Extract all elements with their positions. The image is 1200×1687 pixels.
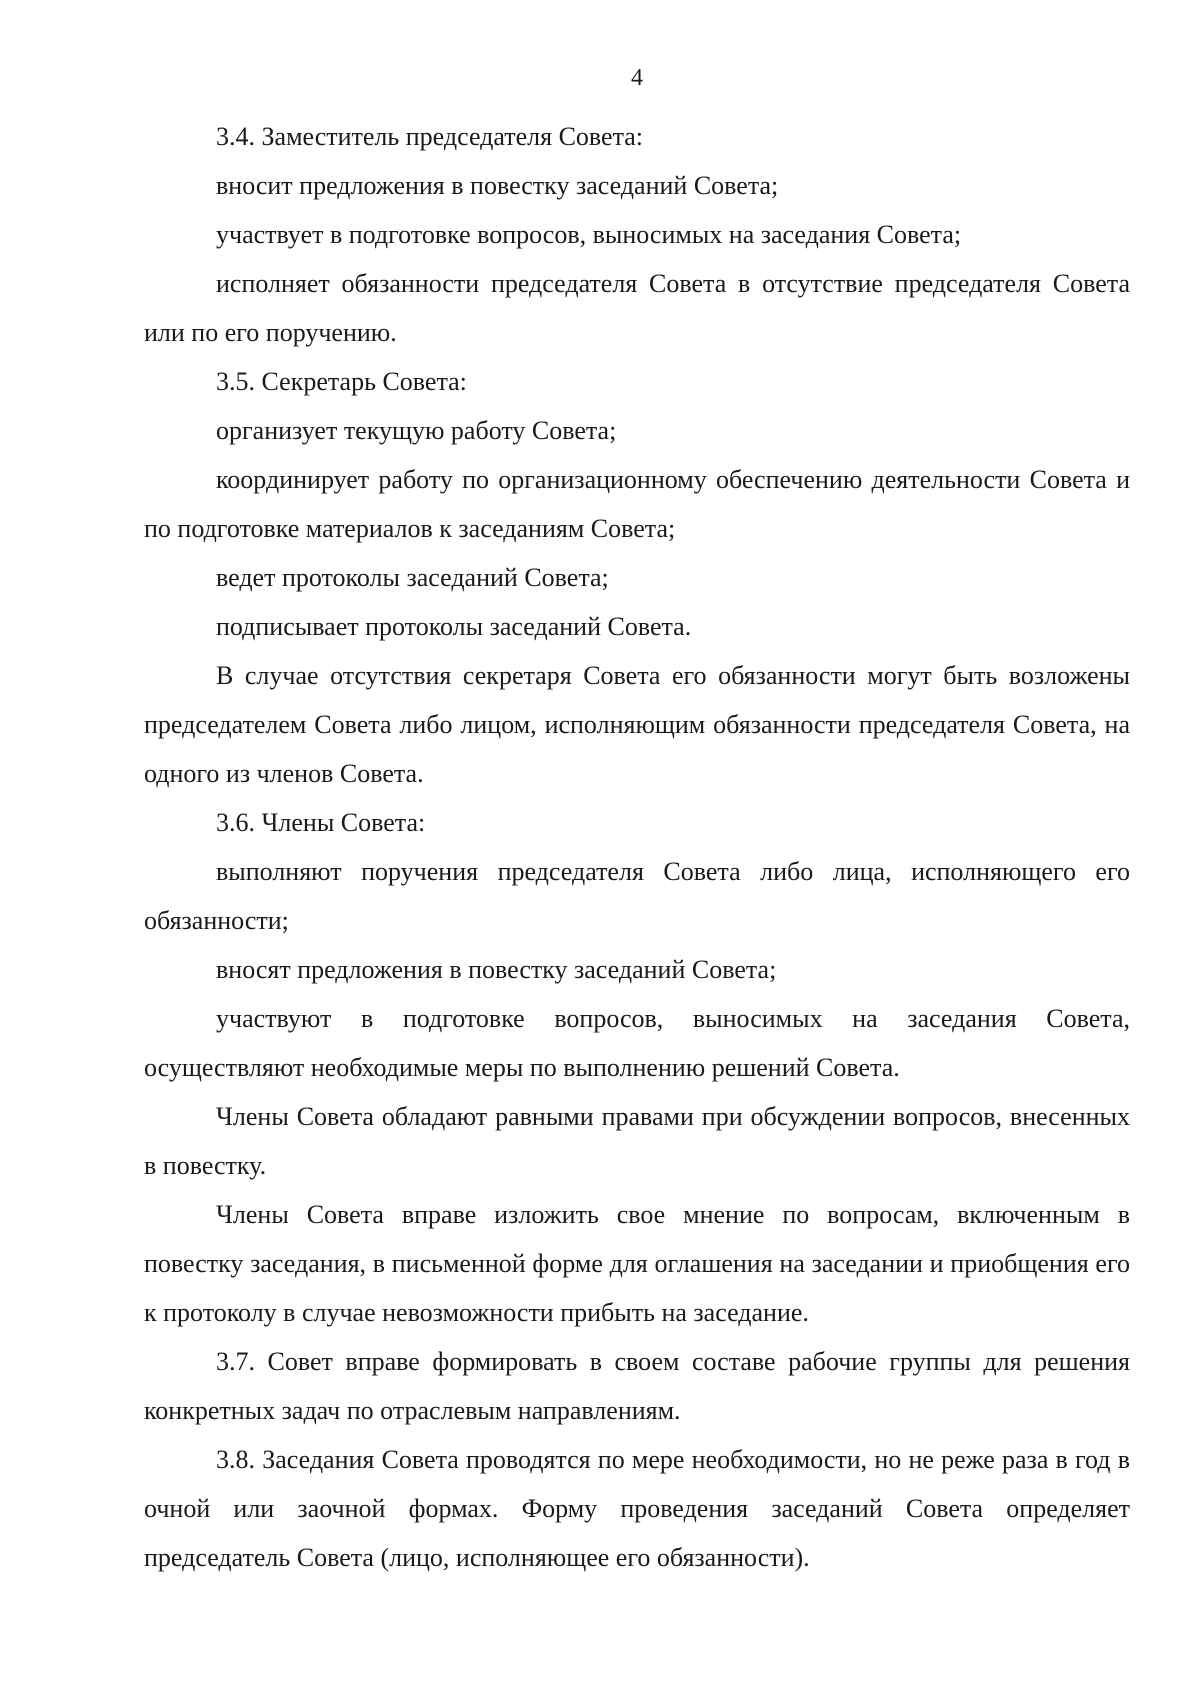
paragraph: ведет протоколы заседаний Совета; [216,563,609,592]
paragraph: вносят предложения в повестку заседаний Совета; [216,955,777,984]
page-number: 4 [631,65,643,91]
paragraph: участвует в подготовке вопросов, выносимых на заседания Совета; [216,220,962,249]
paragraph: Члены Совета вправе изложить свое мнение по вопросам, включенным в повестку заседания, в письменной форме для оглашения на заседании и приобщения его к протоколу в случае невозможности прибыть на заседание. [144,1200,1130,1327]
paragraph-3-6-heading: 3.6. Члены Совета: [216,808,426,837]
paragraph-3-5-heading: 3.5. Секретарь Совета: [216,367,467,396]
paragraph: В случае отсутствия секретаря Совета его обязанности могут быть возложены председателем Совета либо лицом, исполняющим обязанности председателя Совета, на одного из членов Совета. [144,661,1130,788]
paragraph: участвуют в подготовке вопросов, выносимых на заседания Совета, осуществляют необходимые меры по выполнению решений Совета. [144,1004,1130,1082]
paragraph: организует текущую работу Совета; [216,416,617,445]
document-body [144,112,1130,1582]
paragraph: Члены Совета обладают равными правами при обсуждении вопросов, внесенных в повестку. [144,1102,1130,1180]
paragraph: вносит предложения в повестку заседаний Совета; [216,171,779,200]
paragraph: подписывает протоколы заседаний Совета. [216,612,692,641]
paragraph: исполняет обязанности председателя Совета в отсутствие председателя Совета или по его поручению. [144,269,1130,347]
paragraph-3-7: 3.7. Совет вправе формировать в своем составе рабочие группы для решения конкретных задач по отраслевым направлениям. [144,1347,1130,1425]
paragraph: координирует работу по организационному обеспечению деятельности Совета и по подготовке материалов к заседаниям Совета; [144,465,1130,543]
document-page [144,0,1130,1687]
paragraph: выполняют поручения председателя Совета либо лица, исполняющего его обязанности; [144,857,1130,935]
paragraph-3-4-heading: 3.4. Заместитель председателя Совета: [216,122,644,151]
paragraph-3-8: 3.8. Заседания Совета проводятся по мере необходимости, но не реже раза в год в очной или заочной формах. Форму проведения заседаний Совета определяет председатель Совета (лицо, исполняющее его обязанности). [144,1445,1130,1572]
